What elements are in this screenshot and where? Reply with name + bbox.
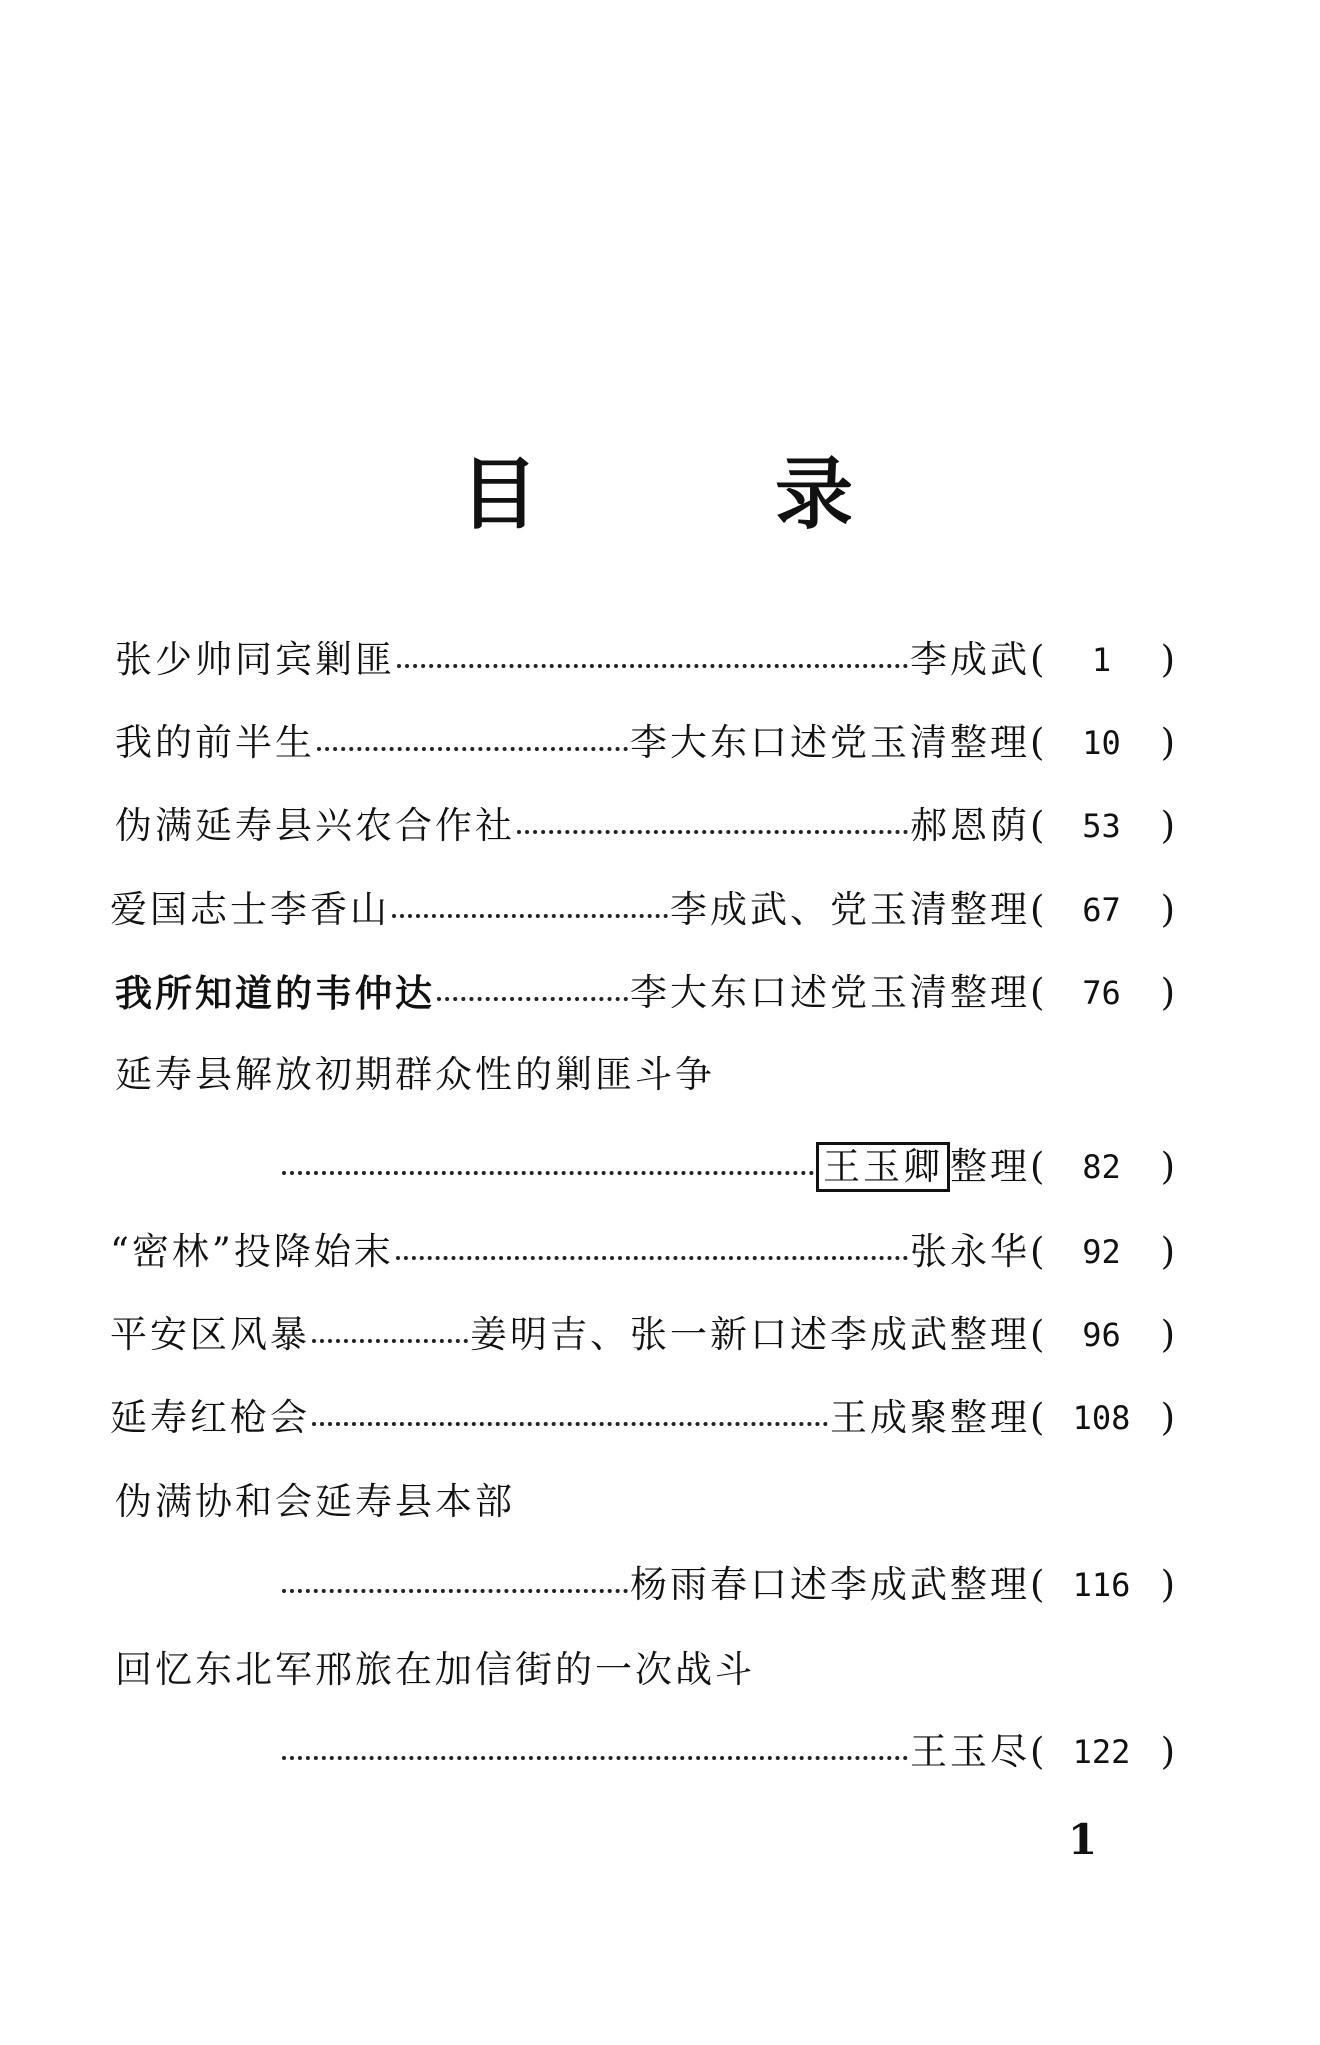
page-number: 76 — [1082, 974, 1121, 1012]
leader-dots — [312, 1305, 468, 1365]
page-number: 108 — [1072, 1399, 1131, 1437]
title-char-1: 目 — [460, 450, 539, 540]
entry-title: 张少帅同宾剿匪 — [115, 638, 395, 681]
toc-entry[interactable] — [280, 1722, 1030, 1782]
entry-page: ( 108 ) — [1030, 1388, 1175, 1448]
page-number: 67 — [1082, 891, 1121, 929]
toc-entry[interactable] — [115, 796, 1030, 856]
entry-author: 王玉尽 — [910, 1730, 1030, 1773]
entry-author: 李大东口述党玉清整理 — [630, 721, 1030, 764]
toc-entry[interactable] — [110, 1222, 1030, 1282]
toc-entry[interactable] — [115, 963, 1030, 1023]
entry-author: 李成武 — [910, 638, 1030, 681]
footer-page-number: 1 — [1068, 1815, 1098, 1864]
leader-dots — [282, 1555, 628, 1615]
entry-title: 我的前半生 — [115, 721, 315, 764]
entry-title: 延寿红枪会 — [110, 1396, 310, 1439]
entry-title: 爱国志士李香山 — [110, 888, 390, 931]
entry-page: ( 96 ) — [1030, 1305, 1175, 1365]
page-number: 122 — [1072, 1733, 1131, 1771]
page-number: 96 — [1082, 1316, 1121, 1354]
toc-entry[interactable] — [280, 1555, 1030, 1615]
toc-entry[interactable] — [115, 630, 1030, 690]
toc-entry[interactable] — [115, 713, 1030, 773]
leader-dots — [282, 1137, 814, 1197]
entry-page: ( 116 ) — [1030, 1555, 1175, 1615]
entry-author: 李成武、党玉清整理 — [670, 888, 1030, 931]
entry-title: 平安区风暴 — [110, 1313, 310, 1356]
toc-entry[interactable] — [110, 1305, 1030, 1365]
entry-page: ( 82 ) — [1030, 1137, 1175, 1197]
author-suffix: 整理 — [950, 1145, 1030, 1188]
page-number: 116 — [1072, 1566, 1131, 1604]
leader-dots — [392, 880, 668, 940]
entry-page: ( 10 ) — [1030, 713, 1175, 773]
toc-entry[interactable] — [110, 1388, 1030, 1448]
leader-dots — [397, 630, 908, 690]
entry-title[interactable]: 回忆东北军邢旅在加信街的一次战斗 — [115, 1648, 755, 1691]
page-number: 1 — [1091, 641, 1112, 679]
entry-author: 李大东口述党玉清整理 — [630, 971, 1030, 1014]
page-number: 92 — [1082, 1233, 1121, 1271]
page-number: 82 — [1082, 1148, 1121, 1186]
entry-page: ( 1 ) — [1030, 630, 1175, 690]
leader-dots — [282, 1722, 908, 1782]
leader-dots — [396, 1222, 908, 1282]
entry-title[interactable]: 伪满协和会延寿县本部 — [115, 1480, 515, 1523]
entry-author: 姜明吉、张一新口述李成武整理 — [470, 1313, 1030, 1356]
toc-entry[interactable] — [110, 880, 1030, 940]
page-title — [0, 445, 1320, 545]
page-number: 53 — [1082, 807, 1121, 845]
entry-page: ( 67 ) — [1030, 880, 1175, 940]
entry-title: 我所知道的韦仲达 — [115, 971, 435, 1015]
leader-dots — [312, 1388, 828, 1448]
entry-author — [816, 1137, 1030, 1197]
title-char-2: 录 — [775, 450, 854, 540]
entry-page: ( 92 ) — [1030, 1222, 1175, 1282]
leader-dots — [437, 963, 628, 1023]
entry-author: 杨雨春口述李成武整理 — [630, 1563, 1030, 1606]
entry-title: “密林”投降始末 — [110, 1230, 394, 1273]
entry-page: ( 53 ) — [1030, 796, 1175, 856]
entry-title[interactable]: 延寿县解放初期群众性的剿匪斗争 — [115, 1053, 715, 1096]
author-name-boxed: 王玉卿 — [816, 1142, 950, 1192]
leader-dots — [317, 713, 628, 773]
entry-title: 伪满延寿县兴农合作社 — [115, 804, 515, 847]
leader-dots — [517, 796, 908, 856]
entry-page: ( 122 ) — [1030, 1722, 1175, 1782]
entry-author: 郝恩荫 — [910, 804, 1030, 847]
entry-page: ( 76 ) — [1030, 963, 1175, 1023]
entry-author: 王成聚整理 — [830, 1396, 1030, 1439]
page-number: 10 — [1082, 724, 1121, 762]
entry-author: 张永华 — [910, 1230, 1030, 1273]
toc-entry[interactable] — [280, 1137, 1030, 1197]
